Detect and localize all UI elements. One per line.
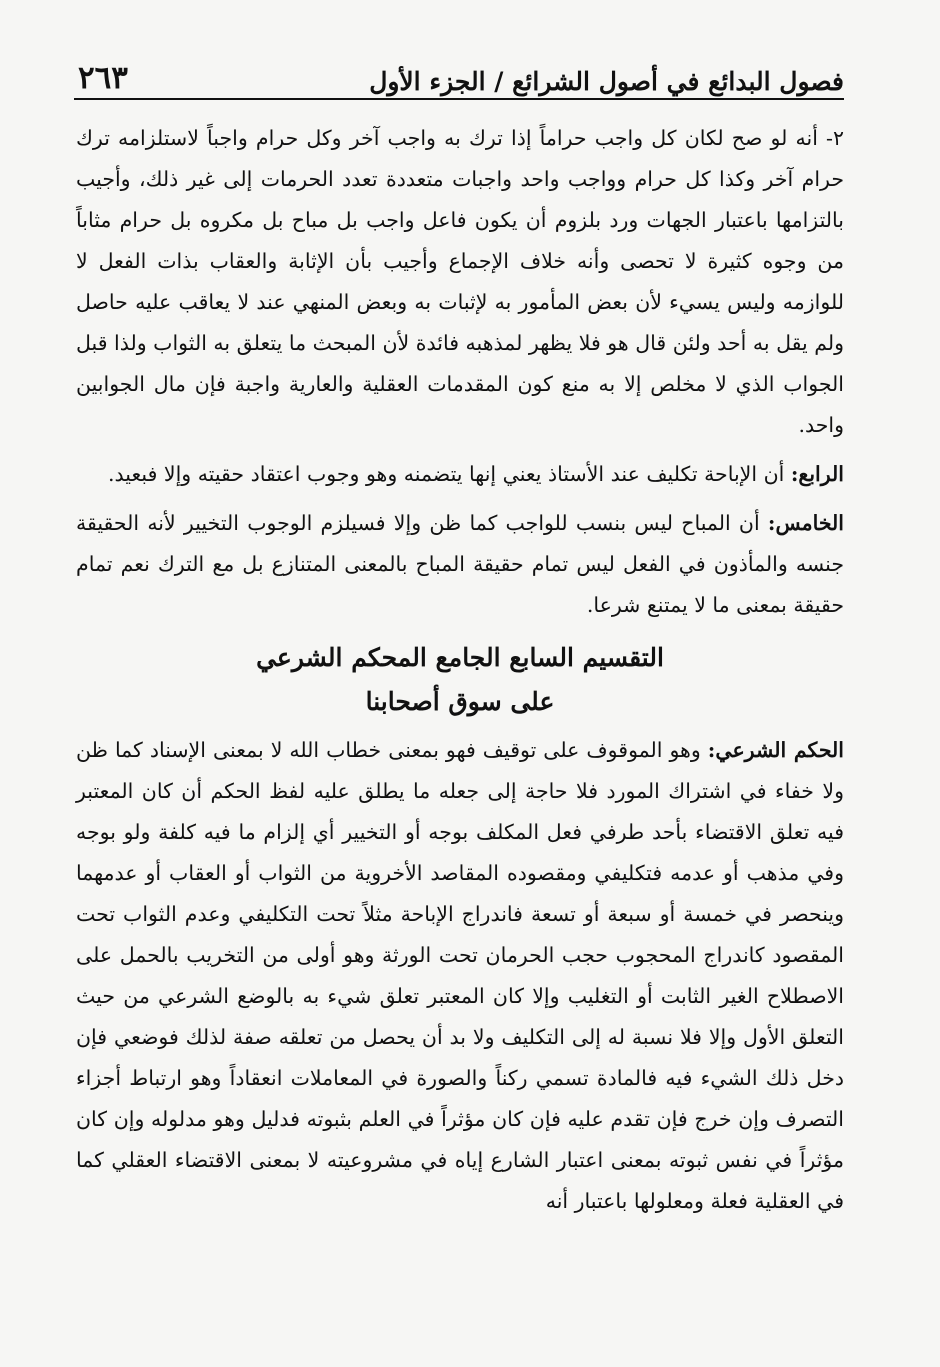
paragraph-lead: الرابع: [790,462,844,486]
paragraph-text: ٢- أنه لو صح لكان كل واجب حراماً إذا ترك به واجب آخر وكل حرام واجباً لاستلزامه ترك حرام آخر وكذا كل حرام وواجب واحد واجبات متعددة تعدد الحرمات إلى غير ذلك، وأجيب بالتزامها باعتبار الجهات ورد بلزوم أن يكون فاعل واجب بل مباح بل مكروه بل حرام مثاباً من وجوه كثيرة لا تحصى وأنه خلاف الإجماع وأجيب بأن الإثابة والعقاب بذات الفعل لا للوازمه وليس يسيء لأن بعض المأمور به لإثبات به وبعض المنهي عند لا يعاقب عليه حاصل ولم يقل به أحد ولئن قال هو فلا يظهر لمذهبه فائدة لأن المبحث ما يتعلق به الثواب ولذا قبل الجواب الذي لا مخلص إلا به منع كون المقدمات العقلية والعارية واجبة فإن مال الجوابين واحد. [76,126,844,437]
paragraph-fifth [76,503,844,626]
paragraph-shari-ruling [76,730,844,1222]
paragraph-lead: الحكم الشرعي: [707,738,845,762]
running-title: فصول البدائع في أصول الشرائع / الجزء الأول [369,67,844,96]
paragraph-fourth [76,454,844,495]
page-header [78,52,844,96]
page-number: ٢٦٣ [78,60,128,96]
paragraph-text: أن الإباحة تكليف عند الأستاذ يعني إنها يتضمنه وهو وجوب اعتقاد حقيته وإلا فبعيد. [108,462,791,486]
paragraph-lead: الخامس: [767,511,844,535]
header-rule [74,98,844,100]
section-heading: التقسيم السابع الجامع المحكم الشرعي [256,643,664,672]
page-body [76,118,844,1222]
paragraph-text: أن المباح ليس بنسب للواجب كما ظن وإلا فسيلزم الوجوب التخيير لأنه الحقيقة جنسه والمأذون في الفعل ليس تمام حقيقة المباح بالمعنى المتنازع بل مع الترك نعم تمام حقيقة بمعنى ما لا يمتنع شرعا. [76,511,844,617]
paragraph-text: وهو الموقوف على توقيف فهو بمعنى خطاب الله لا بمعنى الإسناد كما ظن ولا خفاء في اشتراك المورد فلا حاجة إلى جعله ما يطلق عليه لفظ الحكم أن كان المعتبر فيه تعلق الاقتضاء بأحد طرفي فعل المكلف بوجه أو التخيير أي إلزام ما فيه كلفة ولو بوجه وفي مذهب أو عدمه فتكليفي ومقصوده المقاصد الأخروية من الثواب أو العقاب أو عدمهما وينحصر في خمسة أو سبعة أو تسعة فاندراج الإباحة مثلاً تحت التكليفي وعدم الثواب تحت المقصود كاندراج المحجوب حجب الحرمان تحت الورثة وهو أولى من التخريب بالحمل على الاصطلاح الغير الثابت أو التغليب وإلا كان المعتبر تعلق شيء به بالوضع الشرعي من حيث التعلق الأول وإلا فلا نسبة له إلى التكليف ولا بد أن يحصل من تعلقه صفة لذلك فوضعي فإن دخل ذلك الشيء فيه فالمادة تسمي ركناً والصورة في المعاملات انعقاداً وهو ارتباط أجزاء التصرف وإن خرج فإن تقدم عليه فإن كان مؤثراً في العلم بثبوته فدليل وهو مدلوله وإن كان مؤثراً في نفس ثبوته بمعنى اعتبار الشارع إياه في مشروعيته لا بمعنى الاقتضاء العقلي كما في العقلية فعلة ومعلولها باعتبار أنه [76,738,844,1213]
section-subheading: على سوق أصحابنا [365,687,555,716]
paragraph-objection-2 [76,118,844,446]
